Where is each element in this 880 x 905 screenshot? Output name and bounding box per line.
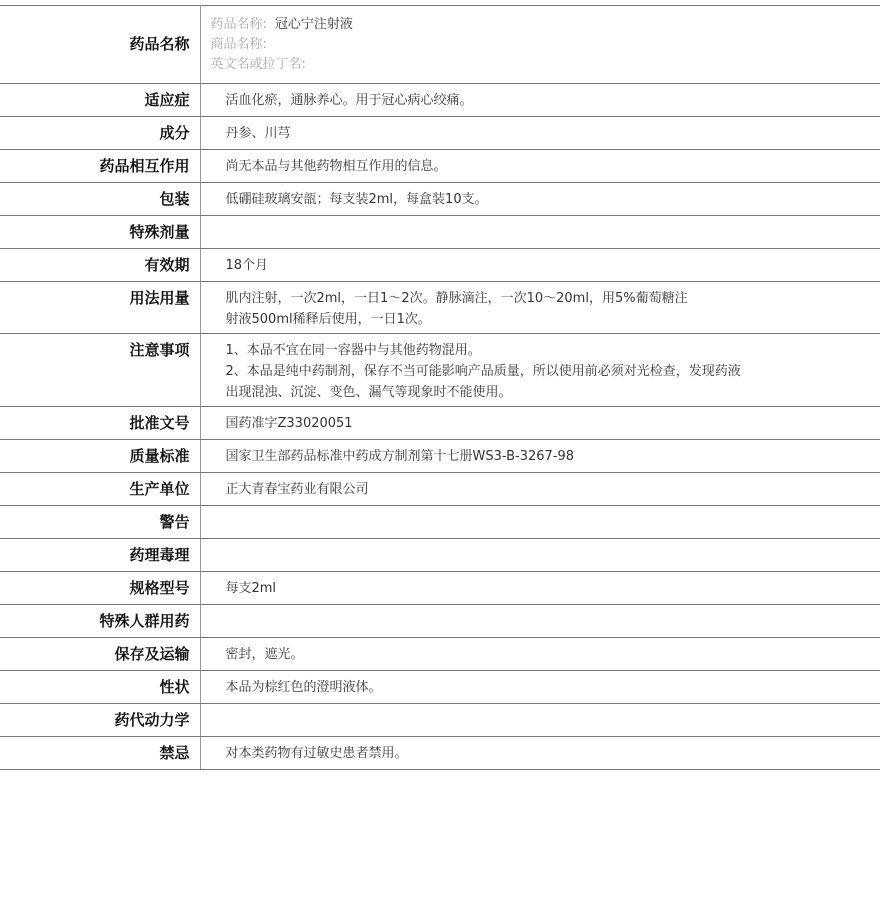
label-indication: 适应症 (0, 84, 200, 117)
generic-name-key: 药品名称: (210, 17, 267, 32)
label-contraindications: 禁忌 (0, 737, 200, 770)
row-validity (0, 249, 880, 282)
usage-line: 肌内注射，一次2ml，一日1～2次。静脉滴注，一次10～20ml，用5%葡萄糖注 (225, 291, 688, 306)
label-precautions: 注意事项 (0, 334, 200, 407)
row-ingredients (0, 117, 880, 150)
label-validity: 有效期 (0, 249, 200, 282)
drug-info-table (0, 5, 880, 770)
label-drug-name: 药品名称 (0, 6, 200, 84)
drug-info-sheet (0, 5, 880, 770)
value-precautions (200, 334, 880, 407)
row-warning (0, 506, 880, 539)
row-pharmacology (0, 539, 880, 572)
value-pharmacokinetics (200, 704, 880, 737)
value-packaging: 低硼硅玻璃安瓿；每支装2ml，每盒装10支。 (200, 183, 880, 216)
row-specification (0, 572, 880, 605)
label-special-population: 特殊人群用药 (0, 605, 200, 638)
label-pharmacology: 药理毒理 (0, 539, 200, 572)
value-validity: 18个月 (200, 249, 880, 282)
value-special-dosage (200, 216, 880, 249)
generic-name-value: 冠心宁注射液 (274, 17, 353, 32)
trade-name-key: 商品名称: (210, 37, 267, 52)
label-appearance: 性状 (0, 671, 200, 704)
precaution-line: 1、本品不宜在同一容器中与其他药物混用。 (225, 343, 481, 358)
precaution-line: 出现混浊、沉淀、变色、漏气等现象时不能使用。 (225, 385, 512, 400)
value-storage: 密封，遮光。 (200, 638, 880, 671)
row-precautions (0, 334, 880, 407)
row-storage (0, 638, 880, 671)
row-manufacturer (0, 473, 880, 506)
label-specification: 规格型号 (0, 572, 200, 605)
value-usage (200, 282, 880, 334)
row-appearance (0, 671, 880, 704)
value-indication: 活血化瘀，通脉养心。用于冠心病心绞痛。 (200, 84, 880, 117)
label-manufacturer: 生产单位 (0, 473, 200, 506)
value-quality-standard: 国家卫生部药品标准中药成方制剂第十七册WS3-B-3267-98 (200, 440, 880, 473)
row-pharmacokinetics (0, 704, 880, 737)
row-special-population (0, 605, 880, 638)
value-manufacturer: 正大青春宝药业有限公司 (200, 473, 880, 506)
precaution-line: 2、本品是纯中药制剂，保存不当可能影响产品质量，所以使用前必须对光检查，发现药液 (225, 364, 741, 379)
value-specification: 每支2ml (200, 572, 880, 605)
label-pharmacokinetics: 药代动力学 (0, 704, 200, 737)
row-quality-standard (0, 440, 880, 473)
label-interactions: 药品相互作用 (0, 150, 200, 183)
label-usage: 用法用量 (0, 282, 200, 334)
row-interactions (0, 150, 880, 183)
drug-name-cell (200, 6, 880, 84)
value-special-population (200, 605, 880, 638)
trade-name-line (211, 35, 871, 55)
row-approval-no (0, 407, 880, 440)
row-drug-name (0, 6, 880, 84)
label-ingredients: 成分 (0, 117, 200, 150)
row-packaging (0, 183, 880, 216)
label-quality-standard: 质量标准 (0, 440, 200, 473)
value-approval-no: 国药准字Z33020051 (200, 407, 880, 440)
row-indication (0, 84, 880, 117)
row-contraindications (0, 737, 880, 770)
value-ingredients: 丹参、川芎 (200, 117, 880, 150)
label-packaging: 包装 (0, 183, 200, 216)
usage-line: 射液500ml稀释后使用，一日1次。 (225, 312, 431, 327)
label-special-dosage: 特殊剂量 (0, 216, 200, 249)
value-pharmacology (200, 539, 880, 572)
label-storage: 保存及运输 (0, 638, 200, 671)
value-appearance: 本品为棕红色的澄明液体。 (200, 671, 880, 704)
value-interactions: 尚无本品与其他药物相互作用的信息。 (200, 150, 880, 183)
row-usage (0, 282, 880, 334)
label-approval-no: 批准文号 (0, 407, 200, 440)
label-warning: 警告 (0, 506, 200, 539)
value-contraindications: 对本类药物有过敏史患者禁用。 (200, 737, 880, 770)
english-name-line (211, 55, 871, 75)
value-warning (200, 506, 880, 539)
english-name-key: 英文名或拉丁名: (210, 57, 306, 72)
generic-name-line (211, 15, 871, 35)
row-special-dosage (0, 216, 880, 249)
